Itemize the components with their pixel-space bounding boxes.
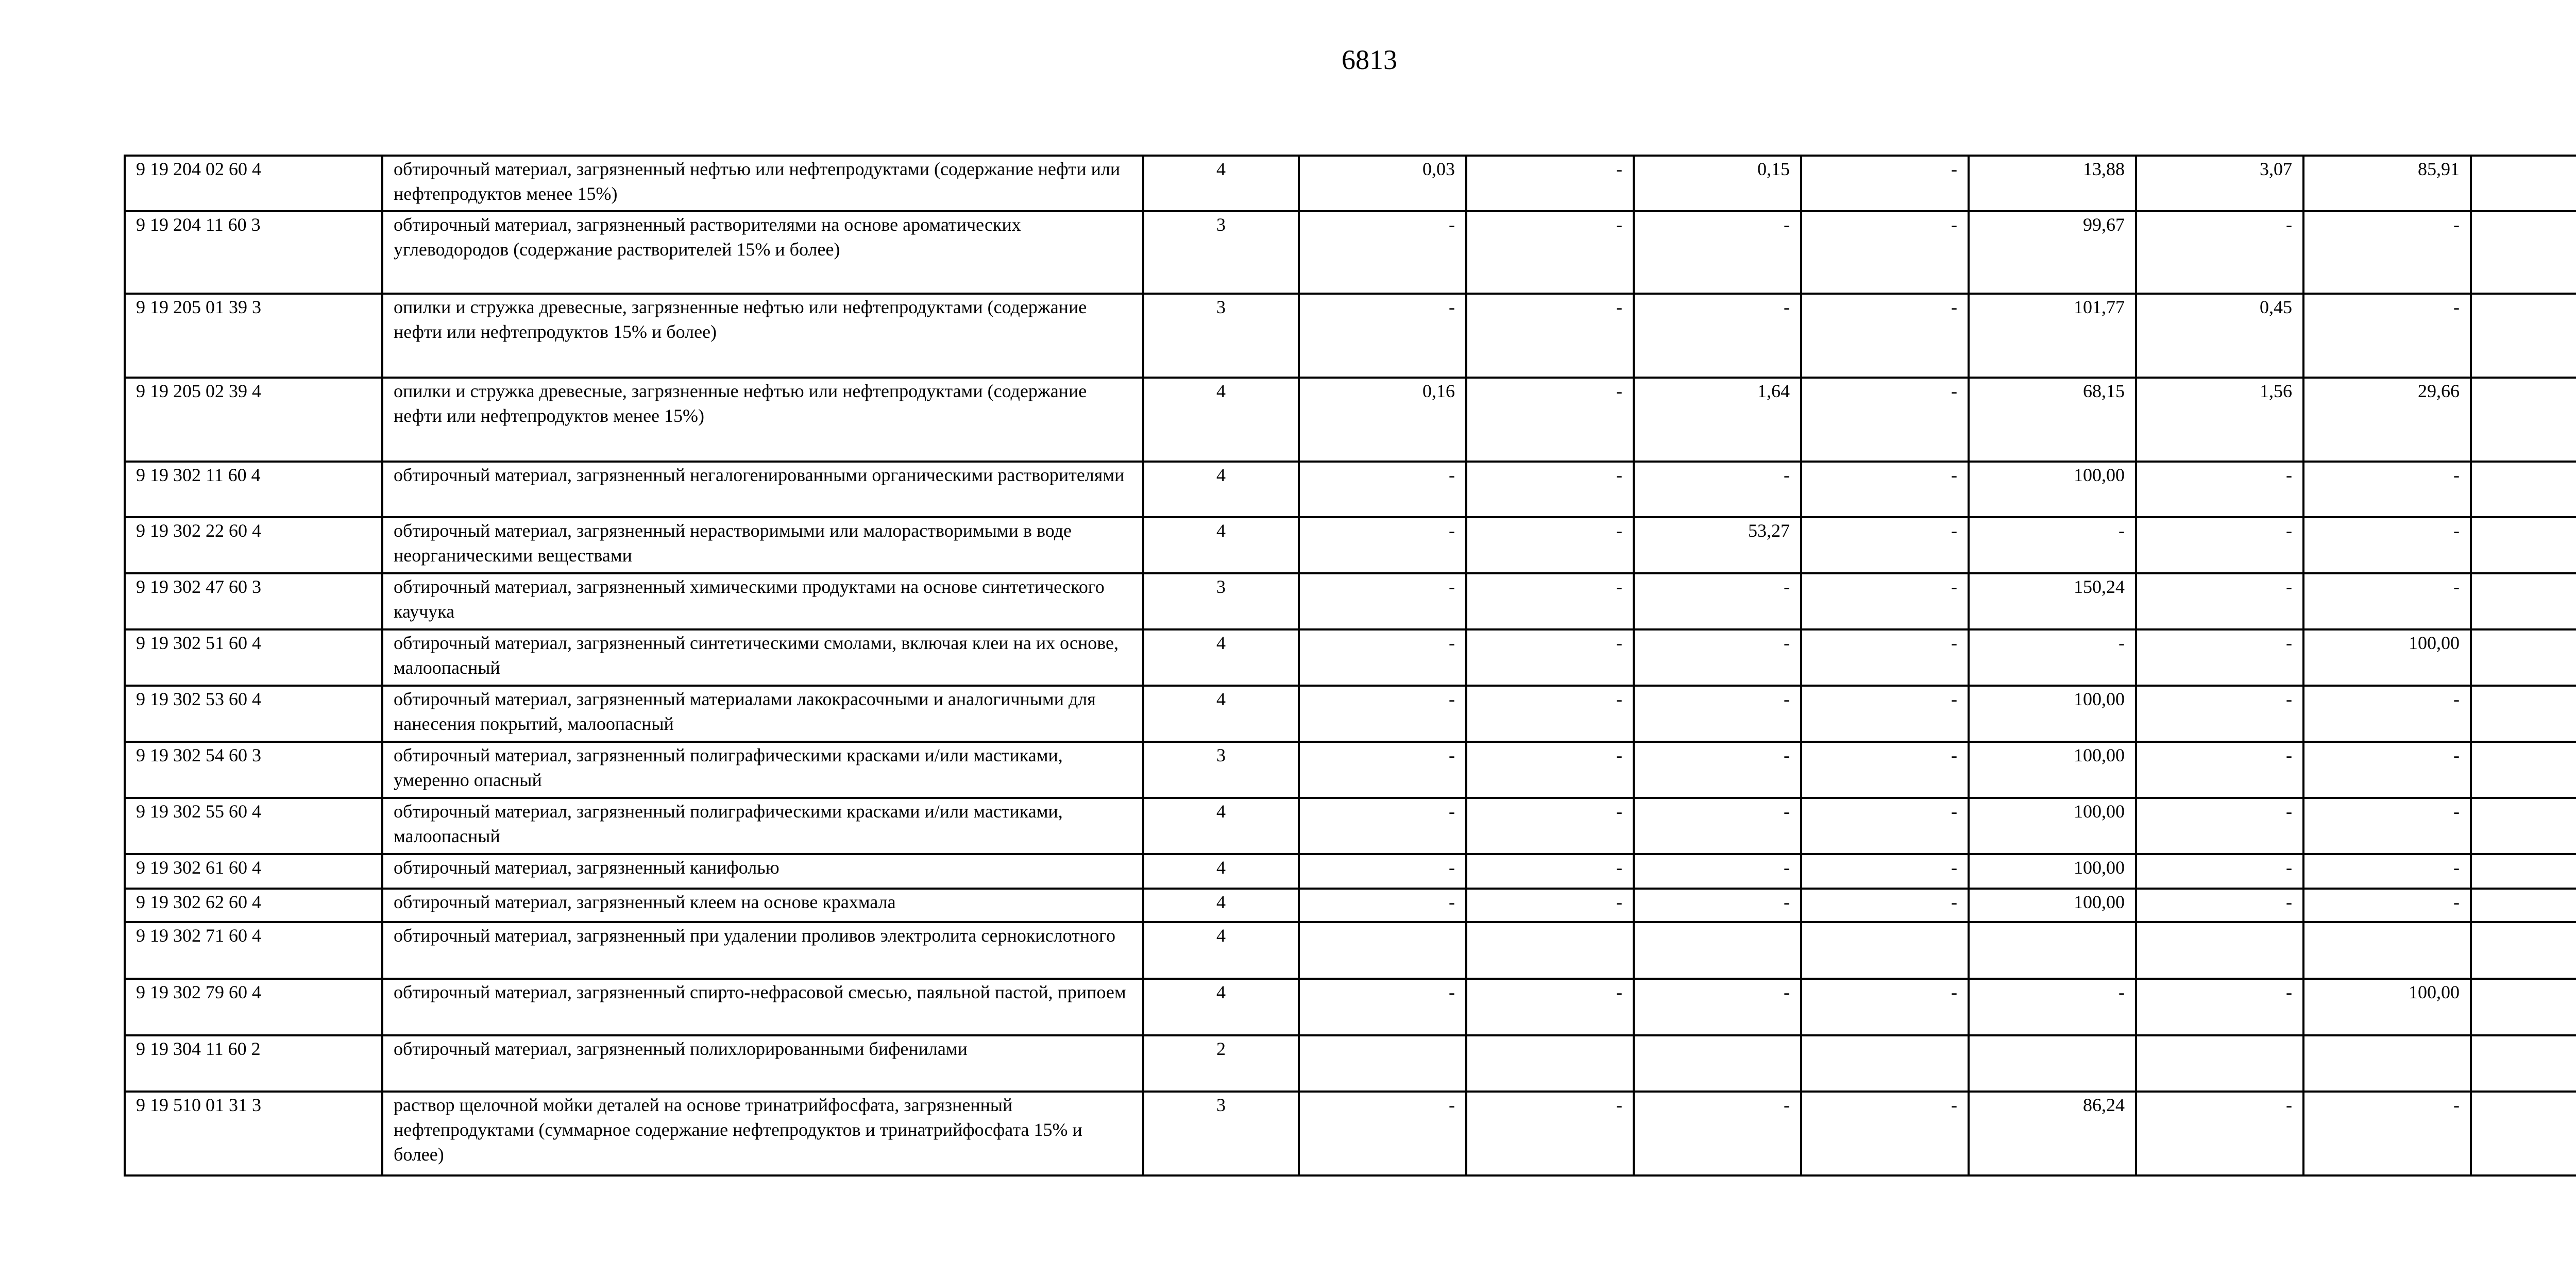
value-cell-6: - xyxy=(2136,1092,2303,1175)
value-cell-4: - xyxy=(1801,211,1969,294)
value-cell-6 xyxy=(2136,1035,2303,1092)
value-cell-8 xyxy=(2471,629,2576,686)
value-cell-8 xyxy=(2471,378,2576,462)
value-cell-2: - xyxy=(1466,1092,1634,1175)
waste-code-cell: 9 19 302 71 60 4 xyxy=(125,922,382,979)
value-cell-8 xyxy=(2471,854,2576,889)
table-row xyxy=(125,517,2576,573)
value-cell-6: - xyxy=(2136,854,2303,889)
value-cell-6: - xyxy=(2136,211,2303,294)
value-cell-1 xyxy=(1299,1035,1466,1092)
waste-name-cell: обтирочный материал, загрязненный полихлорированными бифенилами xyxy=(382,1035,1143,1092)
waste-name-cell: раствор щелочной мойки деталей на основе тринатрийфосфата, загрязненный нефтепродуктами (суммарное содержание нефтепродуктов и тринатрийфосфата 15% и более) xyxy=(382,1092,1143,1175)
hazard-class-cell: 3 xyxy=(1143,1092,1299,1175)
value-cell-5: - xyxy=(1969,979,2136,1035)
value-cell-4: - xyxy=(1801,294,1969,378)
value-cell-8 xyxy=(2471,211,2576,294)
value-cell-1: - xyxy=(1299,686,1466,742)
value-cell-2: - xyxy=(1466,517,1634,573)
table-row xyxy=(125,854,2576,889)
waste-code-cell: 9 19 302 22 60 4 xyxy=(125,517,382,573)
value-cell-1: - xyxy=(1299,854,1466,889)
hazard-class-cell: 4 xyxy=(1143,517,1299,573)
value-cell-5: - xyxy=(1969,517,2136,573)
hazard-class-cell: 4 xyxy=(1143,922,1299,979)
table-row xyxy=(125,889,2576,922)
value-cell-1 xyxy=(1299,922,1466,979)
value-cell-7 xyxy=(2303,1035,2471,1092)
table-body xyxy=(125,156,2576,1175)
waste-code-cell: 9 19 205 01 39 3 xyxy=(125,294,382,378)
table-row xyxy=(125,462,2576,517)
value-cell-3 xyxy=(1634,922,1801,979)
value-cell-8 xyxy=(2471,294,2576,378)
value-cell-4: - xyxy=(1801,798,1969,854)
value-cell-3: 53,27 xyxy=(1634,517,1801,573)
value-cell-1: - xyxy=(1299,462,1466,517)
table-row xyxy=(125,742,2576,798)
value-cell-6: - xyxy=(2136,889,2303,922)
waste-name-cell: обтирочный материал, загрязненный полиграфическими красками и/или мастиками, малоопасный xyxy=(382,798,1143,854)
table-row xyxy=(125,1092,2576,1175)
waste-code-cell: 9 19 304 11 60 2 xyxy=(125,1035,382,1092)
waste-name-cell: обтирочный материал, загрязненный полиграфическими красками и/или мастиками, умеренно опасный xyxy=(382,742,1143,798)
table-row xyxy=(125,686,2576,742)
value-cell-7: - xyxy=(2303,462,2471,517)
value-cell-2: - xyxy=(1466,889,1634,922)
value-cell-3: - xyxy=(1634,889,1801,922)
value-cell-1: - xyxy=(1299,211,1466,294)
table-row xyxy=(125,294,2576,378)
value-cell-5: 86,24 xyxy=(1969,1092,2136,1175)
table-row xyxy=(125,156,2576,211)
value-cell-3 xyxy=(1634,1035,1801,1092)
value-cell-1: - xyxy=(1299,573,1466,629)
waste-name-cell: обтирочный материал, загрязненный материалами лакокрасочными и аналогичными для нанесения покрытий, малоопасный xyxy=(382,686,1143,742)
value-cell-4: - xyxy=(1801,1092,1969,1175)
value-cell-1: - xyxy=(1299,798,1466,854)
hazard-class-cell: 2 xyxy=(1143,1035,1299,1092)
value-cell-3: - xyxy=(1634,573,1801,629)
value-cell-3: - xyxy=(1634,798,1801,854)
value-cell-7: - xyxy=(2303,798,2471,854)
value-cell-2: - xyxy=(1466,798,1634,854)
waste-name-cell: обтирочный материал, загрязненный при удалении проливов электролита сернокислотного xyxy=(382,922,1143,979)
table-row xyxy=(125,378,2576,462)
waste-code-cell: 9 19 302 47 60 3 xyxy=(125,573,382,629)
table-row xyxy=(125,798,2576,854)
value-cell-1: - xyxy=(1299,294,1466,378)
value-cell-5: 13,88 xyxy=(1969,156,2136,211)
value-cell-6: - xyxy=(2136,462,2303,517)
value-cell-8 xyxy=(2471,1035,2576,1092)
value-cell-7: - xyxy=(2303,294,2471,378)
value-cell-2: - xyxy=(1466,462,1634,517)
table-row xyxy=(125,979,2576,1035)
hazard-class-cell: 4 xyxy=(1143,156,1299,211)
value-cell-4 xyxy=(1801,922,1969,979)
value-cell-3: - xyxy=(1634,1092,1801,1175)
value-cell-1: - xyxy=(1299,517,1466,573)
value-cell-3: - xyxy=(1634,211,1801,294)
waste-code-cell: 9 19 204 02 60 4 xyxy=(125,156,382,211)
value-cell-4: - xyxy=(1801,378,1969,462)
value-cell-2 xyxy=(1466,1035,1634,1092)
value-cell-7 xyxy=(2303,922,2471,979)
value-cell-7: 85,91 xyxy=(2303,156,2471,211)
value-cell-2: - xyxy=(1466,854,1634,889)
value-cell-7: - xyxy=(2303,854,2471,889)
value-cell-4: - xyxy=(1801,854,1969,889)
value-cell-3: 0,15 xyxy=(1634,156,1801,211)
waste-code-cell: 9 19 302 51 60 4 xyxy=(125,629,382,686)
value-cell-8 xyxy=(2471,1092,2576,1175)
value-cell-5 xyxy=(1969,922,2136,979)
value-cell-8 xyxy=(2471,686,2576,742)
hazard-class-cell: 4 xyxy=(1143,378,1299,462)
value-cell-2: - xyxy=(1466,979,1634,1035)
waste-code-cell: 9 19 302 54 60 3 xyxy=(125,742,382,798)
waste-name-cell: обтирочный материал, загрязненный канифолью xyxy=(382,854,1143,889)
value-cell-7: 29,66 xyxy=(2303,378,2471,462)
value-cell-6: 1,56 xyxy=(2136,378,2303,462)
value-cell-6: - xyxy=(2136,742,2303,798)
hazard-class-cell: 4 xyxy=(1143,854,1299,889)
value-cell-5: 100,00 xyxy=(1969,798,2136,854)
value-cell-3: - xyxy=(1634,742,1801,798)
waste-name-cell: обтирочный материал, загрязненный негалогенированными органическими растворителями xyxy=(382,462,1143,517)
value-cell-1: - xyxy=(1299,979,1466,1035)
value-cell-4 xyxy=(1801,1035,1969,1092)
value-cell-1: 0,16 xyxy=(1299,378,1466,462)
value-cell-2: - xyxy=(1466,629,1634,686)
hazard-class-cell: 4 xyxy=(1143,462,1299,517)
value-cell-7: - xyxy=(2303,517,2471,573)
value-cell-5: 100,00 xyxy=(1969,854,2136,889)
value-cell-2: - xyxy=(1466,294,1634,378)
value-cell-5: 101,77 xyxy=(1969,294,2136,378)
value-cell-6: - xyxy=(2136,629,2303,686)
waste-name-cell: обтирочный материал, загрязненный нерастворимыми или малорастворимыми в воде неорганическими веществами xyxy=(382,517,1143,573)
hazard-class-cell: 3 xyxy=(1143,294,1299,378)
value-cell-5: 100,00 xyxy=(1969,742,2136,798)
value-cell-2 xyxy=(1466,922,1634,979)
hazard-class-cell: 4 xyxy=(1143,889,1299,922)
waste-code-cell: 9 19 302 61 60 4 xyxy=(125,854,382,889)
waste-code-cell: 9 19 205 02 39 4 xyxy=(125,378,382,462)
value-cell-5: 100,00 xyxy=(1969,889,2136,922)
page-number: 6813 xyxy=(1342,44,1397,75)
table-row xyxy=(125,629,2576,686)
value-cell-8 xyxy=(2471,156,2576,211)
value-cell-4: - xyxy=(1801,462,1969,517)
table-row xyxy=(125,1035,2576,1092)
waste-code-cell: 9 19 302 79 60 4 xyxy=(125,979,382,1035)
value-cell-1: - xyxy=(1299,629,1466,686)
value-cell-2: - xyxy=(1466,742,1634,798)
table-row xyxy=(125,922,2576,979)
waste-name-cell: опилки и стружка древесные, загрязненные нефтью или нефтепродуктами (содержание нефти или нефтепродуктов 15% и более) xyxy=(382,294,1143,378)
value-cell-3: - xyxy=(1634,854,1801,889)
waste-code-cell: 9 19 302 53 60 4 xyxy=(125,686,382,742)
waste-name-cell: обтирочный материал, загрязненный синтетическими смолами, включая клеи на их основе, малоопасный xyxy=(382,629,1143,686)
value-cell-1: 0,03 xyxy=(1299,156,1466,211)
waste-code-cell: 9 19 302 62 60 4 xyxy=(125,889,382,922)
value-cell-1: - xyxy=(1299,1092,1466,1175)
value-cell-6: - xyxy=(2136,979,2303,1035)
value-cell-5: 150,24 xyxy=(1969,573,2136,629)
value-cell-7: 100,00 xyxy=(2303,979,2471,1035)
value-cell-5: 99,67 xyxy=(1969,211,2136,294)
waste-name-cell: опилки и стружка древесные, загрязненные нефтью или нефтепродуктами (содержание нефти или нефтепродуктов менее 15%) xyxy=(382,378,1143,462)
value-cell-7: - xyxy=(2303,573,2471,629)
value-cell-3: - xyxy=(1634,462,1801,517)
value-cell-7: - xyxy=(2303,1092,2471,1175)
waste-code-cell: 9 19 204 11 60 3 xyxy=(125,211,382,294)
value-cell-8 xyxy=(2471,517,2576,573)
value-cell-4: - xyxy=(1801,686,1969,742)
value-cell-8 xyxy=(2471,922,2576,979)
value-cell-4: - xyxy=(1801,517,1969,573)
value-cell-7: 100,00 xyxy=(2303,629,2471,686)
value-cell-8 xyxy=(2471,742,2576,798)
value-cell-3: - xyxy=(1634,629,1801,686)
value-cell-7: - xyxy=(2303,211,2471,294)
value-cell-8 xyxy=(2471,889,2576,922)
value-cell-4: - xyxy=(1801,742,1969,798)
value-cell-5 xyxy=(1969,1035,2136,1092)
waste-name-cell: обтирочный материал, загрязненный спирто-нефрасовой смесью, паяльной пастой, припоем xyxy=(382,979,1143,1035)
value-cell-1: - xyxy=(1299,742,1466,798)
value-cell-6: - xyxy=(2136,573,2303,629)
value-cell-8 xyxy=(2471,979,2576,1035)
value-cell-3: - xyxy=(1634,686,1801,742)
value-cell-5: 100,00 xyxy=(1969,462,2136,517)
value-cell-3: 1,64 xyxy=(1634,378,1801,462)
value-cell-2: - xyxy=(1466,686,1634,742)
waste-code-cell: 9 19 510 01 31 3 xyxy=(125,1092,382,1175)
waste-name-cell: обтирочный материал, загрязненный нефтью или нефтепродуктами (содержание нефти или нефтепродуктов менее 15%) xyxy=(382,156,1143,211)
value-cell-8 xyxy=(2471,462,2576,517)
value-cell-6 xyxy=(2136,922,2303,979)
value-cell-2: - xyxy=(1466,573,1634,629)
hazard-class-cell: 4 xyxy=(1143,629,1299,686)
value-cell-7: - xyxy=(2303,742,2471,798)
value-cell-6: - xyxy=(2136,517,2303,573)
hazard-class-cell: 3 xyxy=(1143,573,1299,629)
value-cell-8 xyxy=(2471,573,2576,629)
table-row xyxy=(125,573,2576,629)
hazard-class-cell: 4 xyxy=(1143,798,1299,854)
value-cell-6: 0,45 xyxy=(2136,294,2303,378)
value-cell-4: - xyxy=(1801,573,1969,629)
waste-table xyxy=(124,155,2576,1177)
value-cell-3: - xyxy=(1634,979,1801,1035)
waste-name-cell: обтирочный материал, загрязненный клеем на основе крахмала xyxy=(382,889,1143,922)
value-cell-6: - xyxy=(2136,798,2303,854)
value-cell-4: - xyxy=(1801,979,1969,1035)
value-cell-5: 100,00 xyxy=(1969,686,2136,742)
value-cell-1: - xyxy=(1299,889,1466,922)
hazard-class-cell: 4 xyxy=(1143,686,1299,742)
value-cell-8 xyxy=(2471,798,2576,854)
value-cell-7: - xyxy=(2303,889,2471,922)
value-cell-5: - xyxy=(1969,629,2136,686)
value-cell-2: - xyxy=(1466,156,1634,211)
hazard-class-cell: 3 xyxy=(1143,211,1299,294)
value-cell-3: - xyxy=(1634,294,1801,378)
value-cell-2: - xyxy=(1466,211,1634,294)
value-cell-5: 68,15 xyxy=(1969,378,2136,462)
value-cell-6: - xyxy=(2136,686,2303,742)
value-cell-6: 3,07 xyxy=(2136,156,2303,211)
value-cell-2: - xyxy=(1466,378,1634,462)
waste-code-cell: 9 19 302 55 60 4 xyxy=(125,798,382,854)
hazard-class-cell: 3 xyxy=(1143,742,1299,798)
waste-code-cell: 9 19 302 11 60 4 xyxy=(125,462,382,517)
table-row xyxy=(125,211,2576,294)
waste-name-cell: обтирочный материал, загрязненный химическими продуктами на основе синтетического каучука xyxy=(382,573,1143,629)
value-cell-4: - xyxy=(1801,889,1969,922)
value-cell-4: - xyxy=(1801,156,1969,211)
value-cell-4: - xyxy=(1801,629,1969,686)
waste-name-cell: обтирочный материал, загрязненный растворителями на основе ароматических углеводородов (содержание растворителей 15% и более) xyxy=(382,211,1143,294)
hazard-class-cell: 4 xyxy=(1143,979,1299,1035)
value-cell-7: - xyxy=(2303,686,2471,742)
